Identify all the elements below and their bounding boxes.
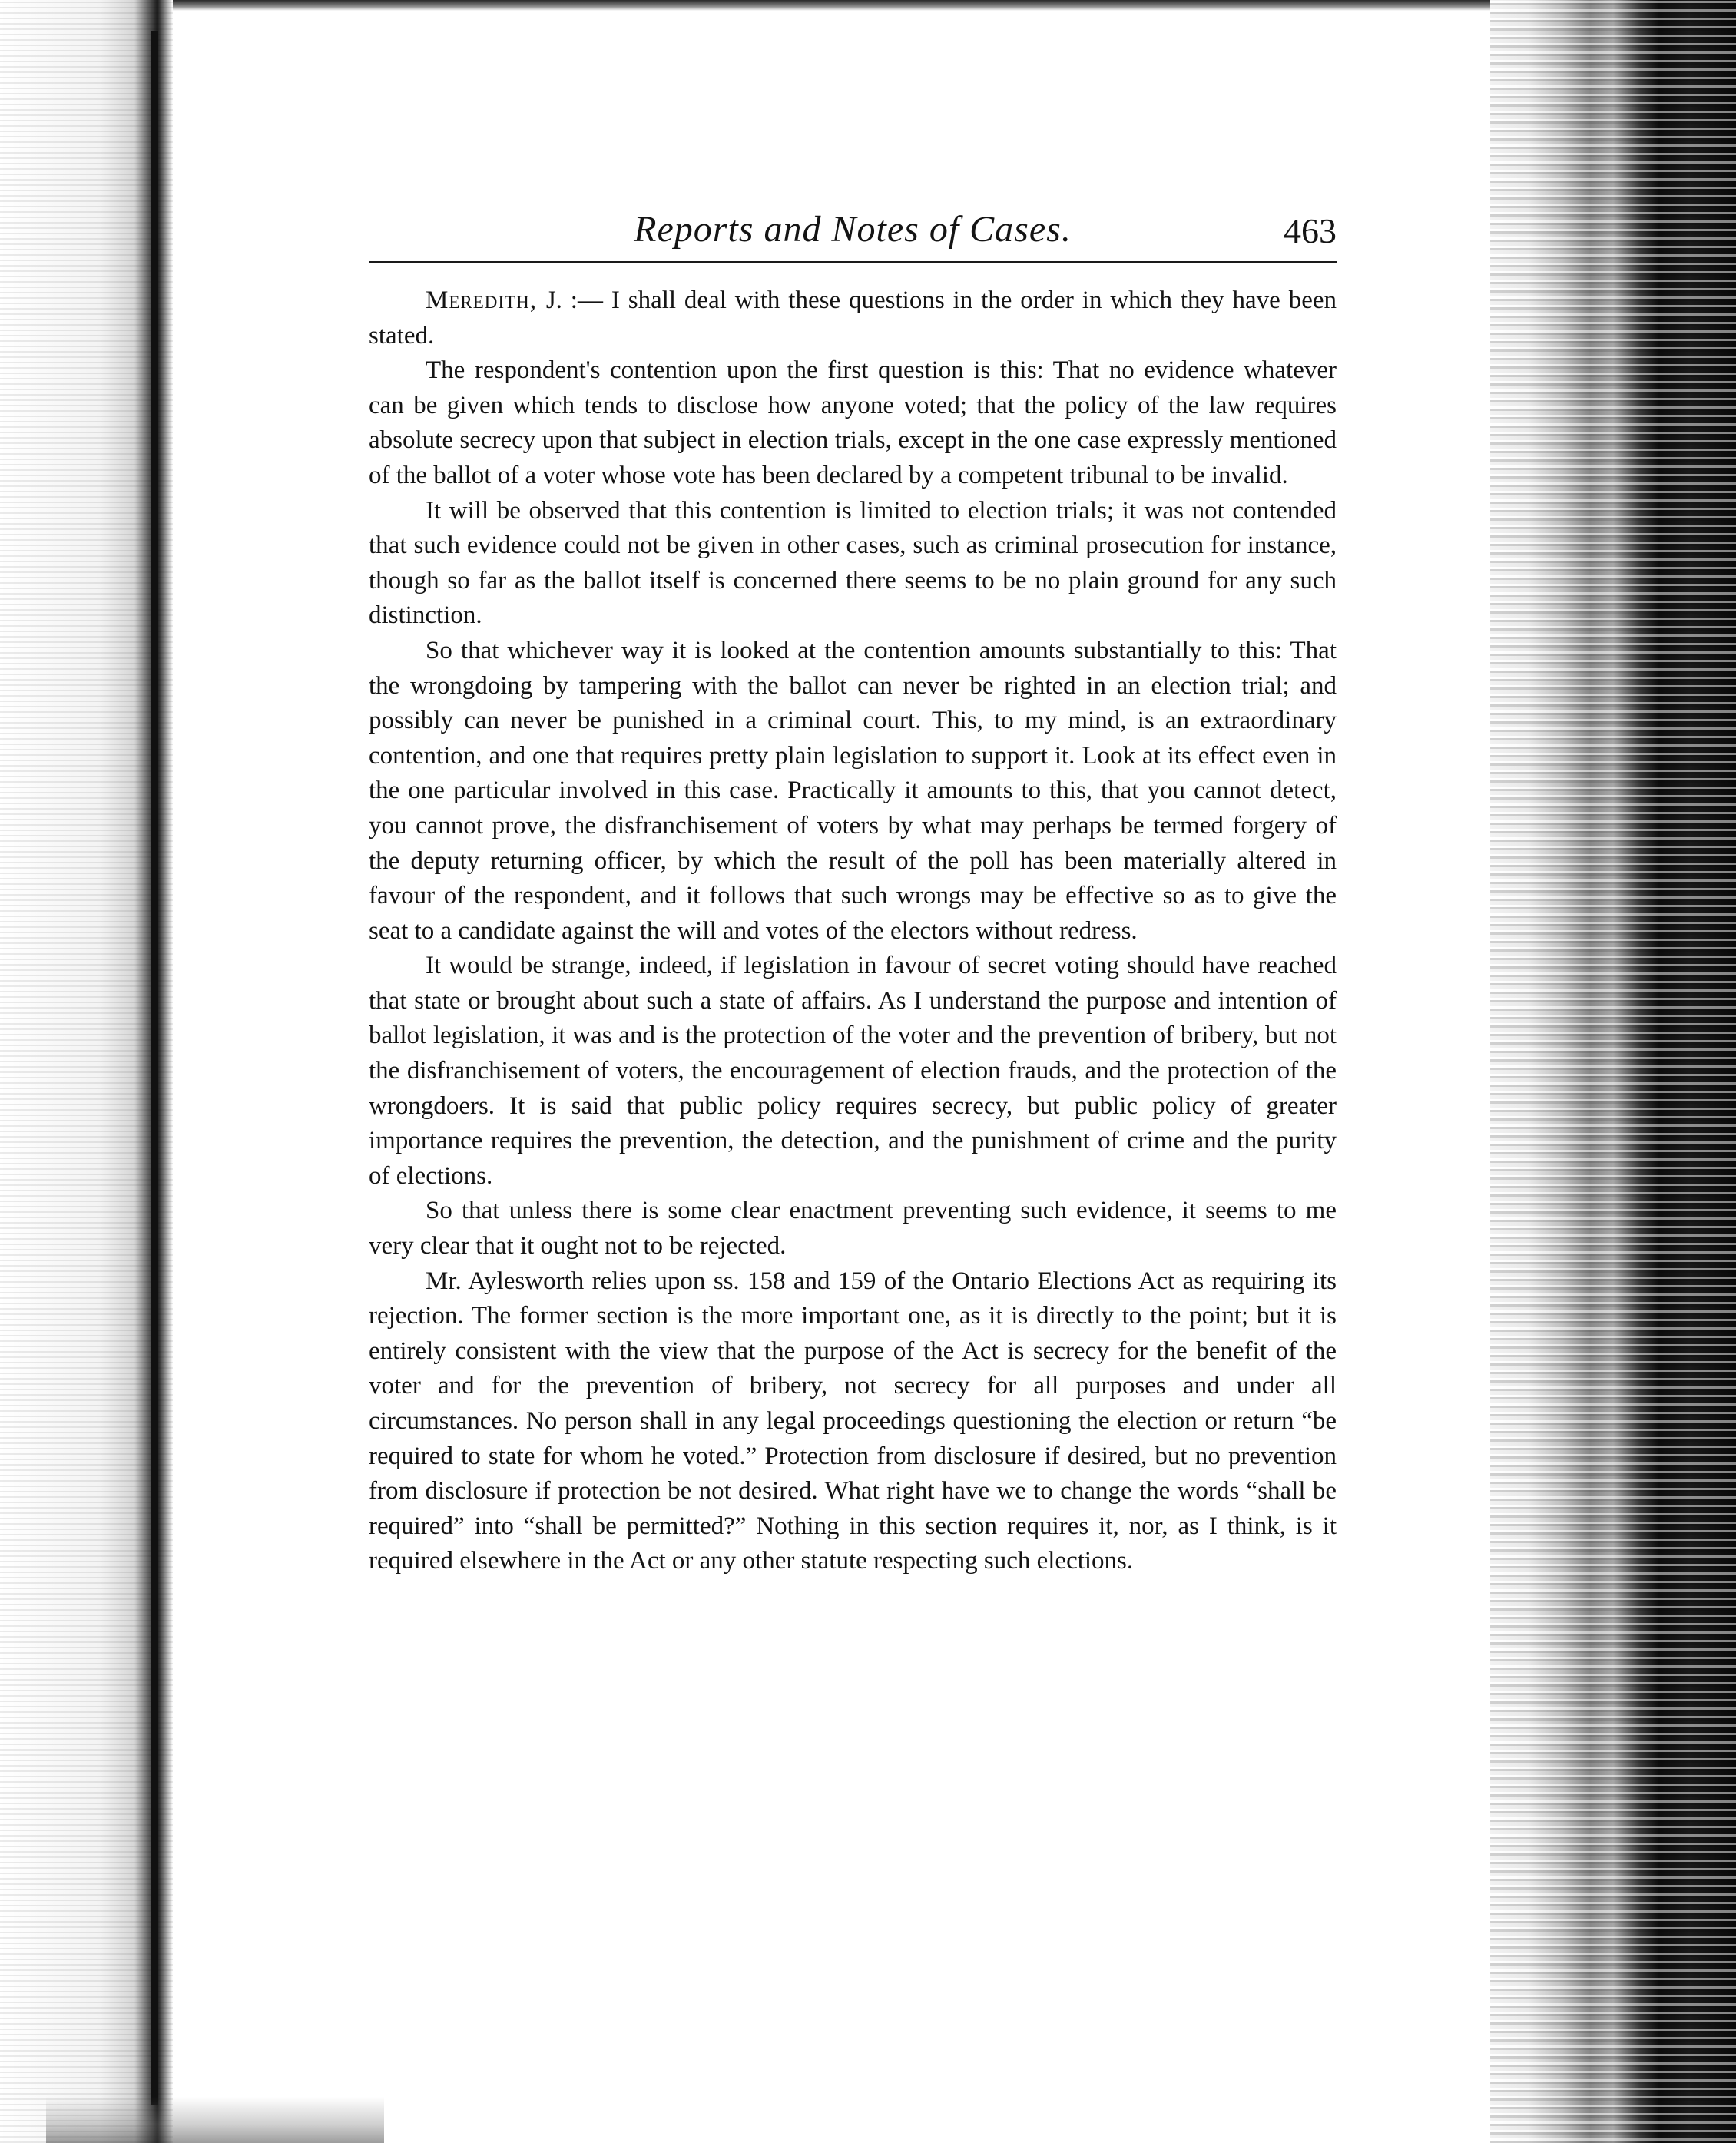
book-binding-gutter	[0, 0, 173, 2143]
paragraph: So that unless there is some clear enactment preventing such evidence, it seems to me very clear that it ought not to be rejected.	[369, 1197, 1337, 1260]
page-number: 463	[1284, 211, 1337, 250]
judge-name: Meredith,	[426, 287, 546, 314]
scan-smudge	[46, 2097, 384, 2143]
paragraph: Mr. Aylesworth relies upon ss. 158 and 159 of the Ontario Elections Act as requiring its rejection. The former section is the more important one, as it is directly to the point; but it is entirely consistent with the view that the purpose of the Act is secrecy for the benefit of the voter and for the prevention of bribery, not secrecy for all purposes and under all circumstances. No person shall in any legal proceedings questioning the election or return “be required to state for whom he voted.” Protection from disclosure if desired, but no prevention from disclosure if protection be not desired. What right have we to change the words “shall be required” into “shall be permitted?” Nothing in this section requires it, nor, as I think, is it required elsewhere in the Act or any other statute respecting such elections.	[369, 1267, 1337, 1575]
paragraph-text: J. :— I shall deal with these questions in the order in which they have been stated.	[369, 287, 1337, 349]
scanned-page-edge	[1490, 0, 1736, 2143]
running-head	[369, 207, 1337, 255]
paragraph: The respondent's contention upon the first question is this: That no evidence whatever can be given which tends to disclose how anyone voted; that the policy of the law requires absolute secrecy upon that subject in election trials, except in the one case expressly mentioned of the ballot of a voter whose vote has been declared by a competent tribunal to be invalid.	[369, 356, 1337, 489]
paragraph	[369, 283, 1337, 353]
header-rule	[369, 261, 1337, 263]
body-text	[369, 283, 1337, 1579]
paragraph: It will be observed that this contention is limited to election trials; it was not contended that such evidence could not be given in other cases, such as criminal prosecution for instance, though so far as the ballot itself is concerned there seems to be no plain ground for any such distinction.	[369, 496, 1337, 630]
scan-top-edge	[131, 0, 1552, 11]
book-page	[369, 207, 1337, 1579]
running-title: Reports and Notes of Cases.	[634, 209, 1072, 250]
binding-shadow	[151, 31, 158, 2105]
paragraph: It would be strange, indeed, if legislation in favour of secret voting should have reached that state or brought about such a state of affairs. As I understand the purpose and intention of ballot legislation, it was and is the protection of the voter and the prevention of bribery, but not the disfranchisement of voters, the encouragement of election frauds, and the protection of the wrongdoers. It is said that public policy requires secrecy, but public policy of greater importance requires the prevention, the detection, and the punishment of crime and the purity of elections.	[369, 952, 1337, 1190]
paragraph: So that whichever way it is looked at the contention amounts substantially to this: That the wrongdoing by tampering with the ballot can never be righted in an election trial; and possibly can never be punished in a criminal court. This, to my mind, is an extraordinary contention, and one that requires pretty plain legislation to support it. Look at its effect even in the one particular involved in this case. Practically it amounts to this, that you cannot detect, you cannot prove, the disfranchisement of voters by what may perhaps be termed forgery of the deputy returning officer, by which the result of the poll has been materially altered in favour of the respondent, and it follows that such wrongs may be effective so as to give the seat to a candidate against the will and votes of the electors without redress.	[369, 636, 1337, 945]
